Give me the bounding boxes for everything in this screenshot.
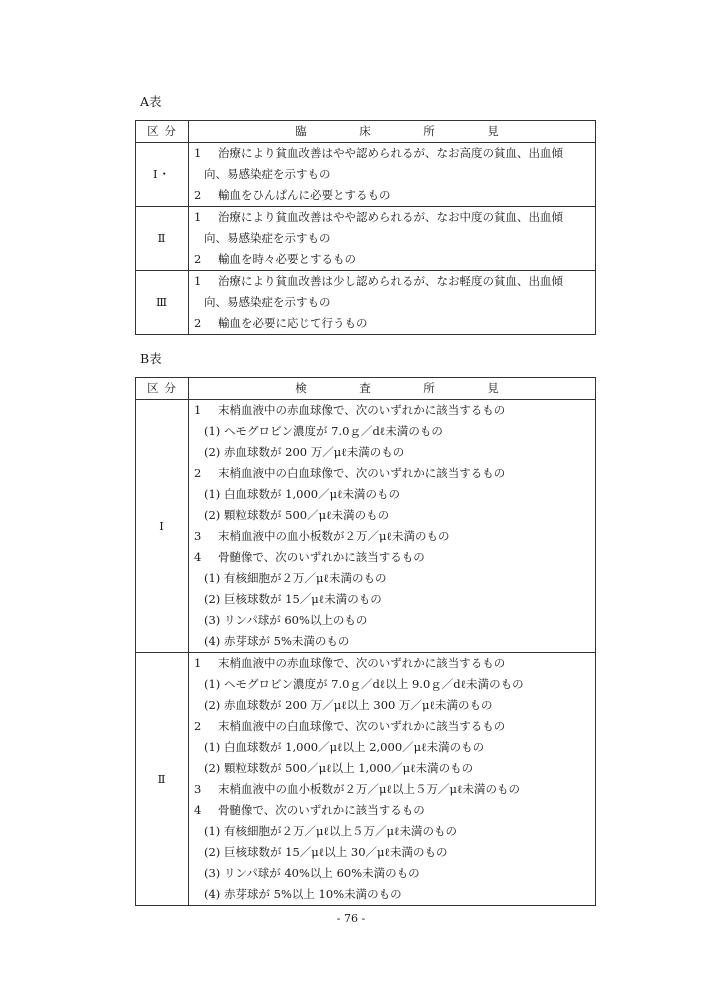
item-text: 治療により貧血改善はやや認められるが、なお高度の貧血、出血傾 <box>218 146 563 160</box>
table-b-header-char: 検 <box>295 381 307 395</box>
table-b-header-category: 区 分 <box>136 378 189 400</box>
item-text: 治療により貧血改善はやや認められるが、なお中度の貧血、出血傾 <box>218 210 563 224</box>
item-line <box>194 779 595 800</box>
item-text: 巨核球数が 15／μℓ以上 30／μℓ未満のもの <box>224 845 448 859</box>
sub-item-line <box>194 442 595 463</box>
sub-item-line <box>194 631 595 652</box>
table-b-header-row <box>136 378 596 400</box>
sub-item-line <box>194 863 595 884</box>
table-row <box>136 143 596 207</box>
sub-item-line <box>194 421 595 442</box>
item-text: 末梢血液中の赤血球像で、次のいずれかに該当するもの <box>218 656 506 670</box>
item-text: 末梢血液中の血小板数が２万／μℓ未満のもの <box>218 529 450 543</box>
sub-item-number: (1) <box>204 424 221 438</box>
item-number: 2 <box>194 316 202 330</box>
category-cell: Ⅰ <box>136 400 189 653</box>
sub-item-number: (1) <box>204 677 221 691</box>
item-text: ヘモグロビン濃度が 7.0ｇ／dℓ未満のもの <box>224 424 443 438</box>
table-a-header-row <box>136 121 596 143</box>
item-line <box>194 400 595 421</box>
table-a-header-char: 臨 <box>295 124 307 138</box>
sub-item-line <box>194 610 595 631</box>
findings-cell <box>189 653 596 906</box>
item-text: 有核細胞が２万／μℓ未満のもの <box>224 571 387 585</box>
sub-item-line <box>194 758 595 779</box>
table-b-header-char: 所 <box>423 381 435 395</box>
sub-item-line <box>194 674 595 695</box>
item-number: 1 <box>194 656 202 670</box>
item-text: 輸血を時々必要とするもの <box>218 252 356 266</box>
sub-item-number: (1) <box>204 487 221 501</box>
table-a-header-char: 見 <box>487 124 499 138</box>
category-cell: Ⅰ・ <box>136 143 189 207</box>
item-text: 赤血球数が 200 万／μℓ未満のもの <box>224 445 405 459</box>
sub-item-line <box>194 695 595 716</box>
sub-item-line <box>194 842 595 863</box>
table-b-caption: B表 <box>140 351 162 366</box>
item-text: リンパ球が 40%以上 60%未満のもの <box>224 866 420 880</box>
findings-cell <box>189 143 596 207</box>
item-text: 顆粒球数が 500／μℓ未満のもの <box>224 508 390 522</box>
sub-item-number: (2) <box>204 445 221 459</box>
item-text: 末梢血液中の白血球像で、次のいずれかに該当するもの <box>218 466 506 480</box>
item-text: ヘモグロビン濃度が 7.0ｇ／dℓ以上 9.0ｇ／dℓ未満のもの <box>224 677 524 691</box>
sub-item-number: (4) <box>204 887 221 901</box>
continuation-line: 向、易感染症を示すもの <box>204 295 331 309</box>
table-b-header-char: 査 <box>359 381 371 395</box>
sub-item-line <box>194 484 595 505</box>
item-number: 3 <box>194 529 202 543</box>
item-text: 有核細胞が２万／μℓ以上５万／μℓ未満のもの <box>224 824 457 838</box>
table-row <box>136 400 596 653</box>
table-row <box>136 271 596 335</box>
continuation-line: 向、易感染症を示すもの <box>204 231 331 245</box>
findings-cell <box>189 271 596 335</box>
item-text: 末梢血液中の赤血球像で、次のいずれかに該当するもの <box>218 403 506 417</box>
item-line <box>194 716 595 737</box>
sub-item-number: (1) <box>204 571 221 585</box>
item-text: 赤芽球が 5%以上 10%未満のもの <box>224 887 402 901</box>
item-text: リンパ球が 60%以上のもの <box>224 613 368 627</box>
sub-item-line <box>194 589 595 610</box>
item-line <box>194 653 595 674</box>
sub-item-number: (1) <box>204 740 221 754</box>
table-a-header-char: 床 <box>359 124 371 138</box>
page-number: - 76 - <box>336 912 366 925</box>
findings-cell <box>189 400 596 653</box>
sub-item-line <box>194 884 595 905</box>
table-a-header-char: 所 <box>423 124 435 138</box>
table-row <box>136 653 596 906</box>
table-b <box>135 377 596 906</box>
sub-item-number: (2) <box>204 508 221 522</box>
table-row <box>136 207 596 271</box>
item-text: 輸血をひんぱんに必要とするもの <box>218 188 391 202</box>
sub-item-number: (2) <box>204 698 221 712</box>
item-line <box>194 185 595 206</box>
sub-item-line <box>194 821 595 842</box>
sub-item-number: (2) <box>204 845 221 859</box>
item-text: 巨核球数が 15／μℓ未満のもの <box>224 592 382 606</box>
item-number: 3 <box>194 782 202 796</box>
item-number: 1 <box>194 210 202 224</box>
item-line <box>194 313 595 334</box>
item-line <box>194 249 595 270</box>
sub-item-number: (3) <box>204 613 221 627</box>
item-line <box>194 143 595 164</box>
item-number: 2 <box>194 466 202 480</box>
sub-item-line <box>194 737 595 758</box>
item-text: 輸血を必要に応じて行うもの <box>218 316 368 330</box>
table-b-header-findings <box>189 378 596 400</box>
item-number: 1 <box>194 146 202 160</box>
sub-item-line <box>194 568 595 589</box>
item-text: 骨髄像で、次のいずれかに該当するもの <box>218 803 425 817</box>
item-line <box>194 271 595 292</box>
item-text: 治療により貧血改善は少し認められるが、なお軽度の貧血、出血傾 <box>218 274 563 288</box>
table-a-caption: A表 <box>140 94 162 109</box>
table-a-body <box>136 143 596 335</box>
item-number: 4 <box>194 803 202 817</box>
item-number: 2 <box>194 252 202 266</box>
item-text: 顆粒球数が 500／μℓ以上 1,000／μℓ未満のもの <box>224 761 474 775</box>
item-text: 白血球数が 1,000／μℓ未満のもの <box>224 487 401 501</box>
sub-item-number: (2) <box>204 592 221 606</box>
item-text: 赤芽球が 5%未満のもの <box>224 634 350 648</box>
item-number: 4 <box>194 550 202 564</box>
item-text: 末梢血液中の血小板数が２万／μℓ以上５万／μℓ未満のもの <box>218 782 520 796</box>
item-text: 末梢血液中の白血球像で、次のいずれかに該当するもの <box>218 719 506 733</box>
item-number: 2 <box>194 719 202 733</box>
category-cell: Ⅱ <box>136 207 189 271</box>
item-line <box>194 800 595 821</box>
category-cell: Ⅱ <box>136 653 189 906</box>
table-b-body <box>136 400 596 906</box>
findings-cell <box>189 207 596 271</box>
sub-item-number: (4) <box>204 634 221 648</box>
table-b-header-char: 見 <box>487 381 499 395</box>
item-number: 1 <box>194 403 202 417</box>
table-a-header-findings <box>189 121 596 143</box>
sub-item-line <box>194 505 595 526</box>
item-line <box>194 463 595 484</box>
sub-item-number: (3) <box>204 866 221 880</box>
table-a <box>135 120 596 335</box>
item-text: 赤血球数が 200 万／μℓ以上 300 万／μℓ未満のもの <box>224 698 493 712</box>
item-text: 白血球数が 1,000／μℓ以上 2,000／μℓ未満のもの <box>224 740 485 754</box>
category-cell: Ⅲ <box>136 271 189 335</box>
sub-item-number: (2) <box>204 761 221 775</box>
item-line <box>194 207 595 228</box>
sub-item-number: (1) <box>204 824 221 838</box>
item-number: 1 <box>194 274 202 288</box>
continuation-line: 向、易感染症を示すもの <box>204 167 331 181</box>
item-line <box>194 526 595 547</box>
item-number: 2 <box>194 188 202 202</box>
table-a-header-category: 区 分 <box>136 121 189 143</box>
item-line <box>194 547 595 568</box>
item-text: 骨髄像で、次のいずれかに該当するもの <box>218 550 425 564</box>
